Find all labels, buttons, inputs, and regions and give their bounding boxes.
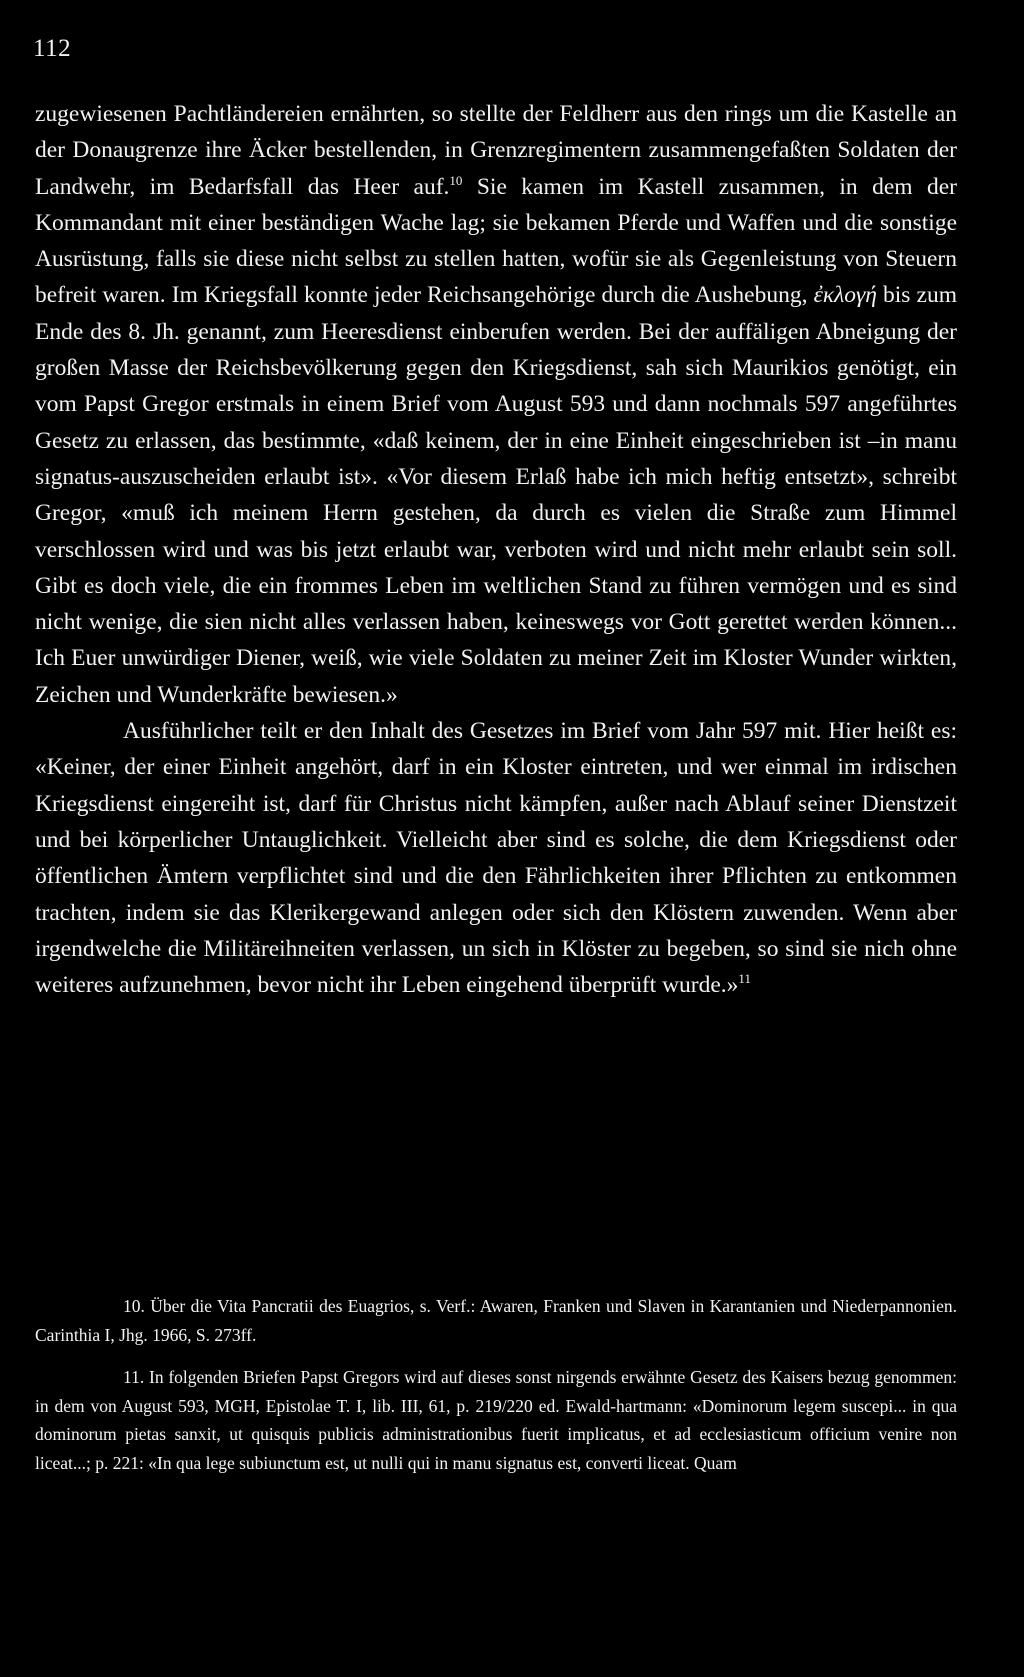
paragraph-1-text-a: zugewiesenen Pachtländereien ernährten, so stellte der Feldherr aus den rings um die Kastelle an der Donaugrenze ihre Äcker bestellenden, in Grenzregimentern zusammengefaßten Soldaten der Landwehr, im Bedarfsfall das Heer auf. xyxy=(35,101,957,200)
footnote-10: 10. Über die Vita Pancratii des Euagrios, s. Verf.: Awaren, Franken und Slaven in Karantanien und Niederpannonien. Carinthia I, Jhg. 1966, S. 273ff. xyxy=(35,1296,957,1345)
paragraph-1-text-c: bis zum Ende des 8. Jh. genannt, zum Heeresdienst einberufen werden. Bei der auffäligen Abneigung der großen Masse der Reichsbevölkerung gegen den Kriegsdienst, sah sich Maurikios genötigt, ein vom Papst Gregor erstmals in einem Brief vom August 593 und dann nochmals 597 angeführtes Gesetz zu erlassen, das bestimmte, «daß keinem, der in eine Einheit eingeschrieben ist –in manu signatus-auszuscheiden erlaubt ist». «Vor diesem Erlaß habe ich mich heftig entsetzt», schreibt Gregor, «muß ich meinem Herrn gestehen, da durch es vielen die Straße zum Himmel verschlossen wird und was bis jetzt erlaubt war, verboten wird und nicht mehr erlaubt sein soll. Gibt es doch viele, die ein frommes Leben im weltlichen Stand zu führen vermögen und es sind nicht wenige, die sien nicht alles verlassen haben, keineswegs vor Gott gerettet werden können... Ich Euer unwürdiger Diener, weiß, wie viele Soldaten zu meiner Zeit im Kloster Wunder wirkten, Zeichen und Wunderkräfte bewiesen.» xyxy=(35,282,957,708)
paragraph-1-text-b: Sie kamen im Kastell zusammen, in dem der Kommandant mit einer beständigen Wache lag; sie bekamen Pferde und Waffen und die sonstige Ausrüstung, falls sie diese nicht selbst zu stellen hatten, wofür sie als Gegenleistung von Steuern befreit waren. Im Kriegsfall konnte jeder Reichsangehörige durch die Aushebung, xyxy=(35,173,958,309)
paragraph-1 xyxy=(35,96,957,713)
page-number: 112 xyxy=(33,35,72,62)
footnote-ref-11: 11 xyxy=(738,971,751,987)
paragraph-2-text: Ausführlicher teilt er den Inhalt des Gesetzes im Brief vom Jahr 597 mit. Hier heißt es: «Keiner, der einer Einheit angehört, darf in ein Kloster eintreten, und wer einmal im irdischen Kriegsdienst eingereiht ist, darf für Christus nicht kämpfen, außer nach Ablauf seiner Dienstzeit und bei körperlicher Untauglichkeit. Vielleicht aber sind es solche, die dem Kriegsdienst oder öffentlichen Ämtern verpflichtet sind und die den Fährlichkeiten ihrer Pflichten zu entkommen trachten, indem sie das Klerikergewand anlegen oder sich den Klöstern zuwenden. Wenn aber irgendwelche die Militäreihneiten verlassen, un sich in Klöster zu begeben, so sind sie nich ohne weiteres aufzunehmen, bevor nicht ihr Leben eingehend überprüft wurde.» xyxy=(35,718,957,999)
footnotes xyxy=(35,1292,957,1491)
main-text xyxy=(35,96,957,1003)
footnote-11: 11. In folgenden Briefen Papst Gregors wird auf dieses sonst nirgends erwähnte Gesetz des Kaisers bezug genommen: in dem von August 593, MGH, Epistolae T. I, lib. III, 61, p. 219/220 ed. Ewald-hartmann: «Dominorum legem suscepi... in qua dominorum pietas sanxit, ut quisquis publicis administrationibus fuerit implicatus, et ad ecclesiasticum officium venire non liceat...; p. 221: «In qua lege subiunctum est, ut nulli qui in manu signatus est, converti liceat. Quam xyxy=(35,1367,957,1473)
paragraph-2 xyxy=(35,713,957,1003)
greek-term: ἐκλογή xyxy=(813,282,877,309)
footnote-ref-10: 10 xyxy=(449,172,463,188)
